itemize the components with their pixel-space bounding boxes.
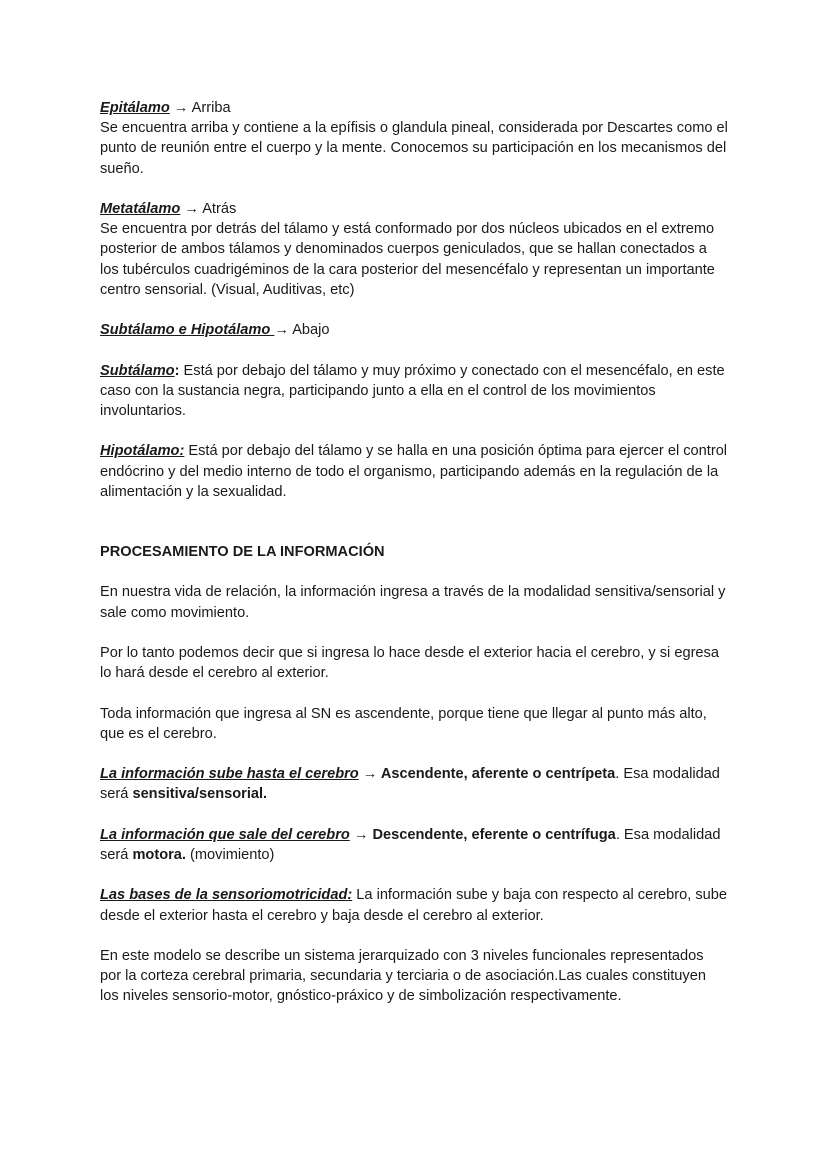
- metatalamo-title: [100, 199, 728, 219]
- sale-tail: (movimiento): [185, 846, 275, 863]
- subtalamo-text: Está por debajo del tálamo y muy próximo y conectado con el mesencéfalo, en este caso con la sustancia negra, participando junto a ella en el control de los movimientos involuntarios.: [100, 362, 725, 419]
- sale-paragraph: [100, 825, 728, 865]
- epitalamo-text: Se encuentra arriba y contiene a la epífisis o glandula pineal, considerada por Descartes como el punto de reunión entre el cuerpo y la mente. Conocemos su participación en los mecanismos del sueño.: [100, 120, 728, 177]
- sube-mid: . Esa modalidad será: [100, 766, 720, 803]
- paragraph-4: En este modelo se describe un sistema jerarquizado con 3 niveles funcionales representados por la corteza cerebral primaria, secundaria y terciaria o de asociación.Las cuales constituyen los niveles sensorio-motor, gnóstico-práxico y de simbolización respectivamente.: [100, 947, 706, 1005]
- subtalamo-term: Subtálamo: [100, 362, 175, 379]
- sube-term: La información sube hasta el cerebro: [100, 766, 359, 783]
- metatalamo-term: Metatálamo: [100, 201, 181, 217]
- sube-paragraph: [100, 764, 728, 804]
- paragraph-2: Por lo tanto podemos decir que si ingresa lo hace desde el exterior hacia el cerebro, y si egresa lo hará desde el cerebro al exterior.: [100, 644, 719, 682]
- sale-modalidad: motora.: [132, 846, 186, 863]
- sale-mid: . Esa modalidad será: [100, 826, 721, 863]
- bases-term: Las bases de la sensoriomotricidad:: [100, 887, 353, 904]
- subtalamo-hipotalamo-direction: Abajo: [292, 322, 330, 339]
- bases-text: La información sube y baja con respecto al cerebro, sube desde el exterior hasta el cerebro y baja desde el cerebro al exterior.: [100, 887, 728, 924]
- hipotalamo-text: Está por debajo del tálamo y se halla en una posición óptima para ejercer el control endócrino y del medio interno de todo el organismo, participando además en la regulación de la alimentación y la sexualidad.: [100, 443, 728, 500]
- hipotalamo-paragraph: [100, 441, 728, 502]
- sube-modalidad: sensitiva/sensorial.: [132, 786, 268, 803]
- sale-term: La información que sale del cerebro: [100, 826, 350, 843]
- section-heading: PROCESAMIENTO DE LA INFORMACIÓN: [100, 544, 385, 560]
- arrow-glyph: →: [169, 100, 192, 116]
- arrow-glyph: →: [180, 201, 203, 217]
- subtalamo-paragraph: [100, 361, 728, 422]
- paragraph-3: Toda información que ingresa al SN es ascendente, porque tiene que llegar al punto más alto, que es el cerebro.: [100, 705, 707, 742]
- bases-paragraph: [100, 885, 728, 925]
- metatalamo-direction: Atrás: [202, 201, 237, 217]
- sale-bold: → Descendente, eferente o centrífuga: [349, 826, 616, 843]
- metatalamo-text: Se encuentra por detrás del tálamo y está conformado por dos núcleos ubicados en el extremo posterior de ambos tálamos y denominados cuerpos geniculados, que se hallan conectados a los tubérculos cuadrigéminos de la cara posterior del mesencéfalo y representan un importante centro sensorial. (Visual, Auditivas, etc): [100, 221, 715, 298]
- epitalamo-direction: Arriba: [191, 100, 231, 116]
- epitalamo-title: [100, 98, 728, 118]
- arrow-glyph: →: [274, 322, 293, 339]
- subtalamo-hipotalamo-title: [100, 320, 728, 340]
- subtalamo-hipotalamo-term: Subtálamo e Hipotálamo: [100, 322, 275, 339]
- epitalamo-term: Epitálamo: [100, 100, 170, 116]
- paragraph-1: En nuestra vida de relación, la información ingresa a través de la modalidad sensitiva/sensorial y sale como movimiento.: [100, 584, 726, 621]
- subtalamo-colon: :: [174, 362, 180, 379]
- sube-bold: → Ascendente, aferente o centrípeta: [358, 766, 616, 783]
- hipotalamo-term: Hipotálamo:: [100, 443, 185, 460]
